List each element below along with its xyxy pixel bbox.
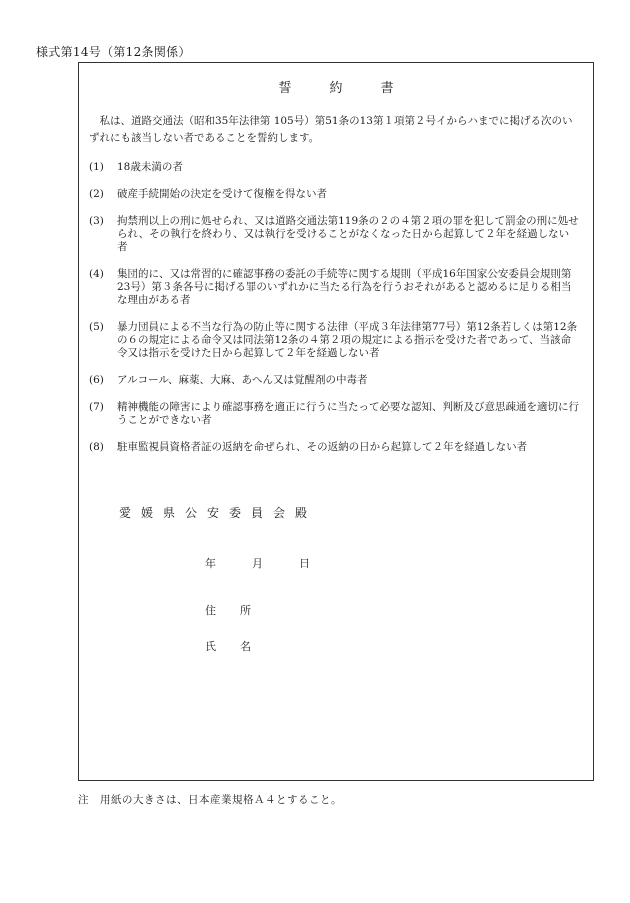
form-number-label: 様式第14号（第12条関係） [36, 45, 191, 59]
item-number: (7) [89, 401, 104, 413]
item-text: 破産手続開始の決定を受けて復権を得ない者 [117, 188, 327, 200]
document-title: 誓約書 [278, 81, 432, 96]
list-item [89, 441, 579, 454]
date-month-label: 月 [252, 557, 263, 570]
date-year-label: 年 [205, 557, 216, 570]
item-number: (4) [89, 268, 104, 280]
item-number: (2) [89, 188, 104, 200]
item-text: 精神機能の障害により確認事務を適正に行うに当たって必要な認知、判断及び意思疎通を適切に行うことができない者 [117, 401, 579, 426]
addressee: 愛媛県公安委員会殿 [119, 506, 318, 520]
item-text: 18歳未満の者 [117, 161, 183, 173]
address-label: 住所 [205, 604, 275, 617]
date-day-label: 日 [299, 557, 310, 570]
list-item [89, 268, 579, 307]
list-item [89, 215, 579, 254]
item-text: 駐車監視員資格者証の返納を命ぜられ、その返納の日から起算して２年を経過しない者 [117, 441, 528, 453]
pledge-form-frame [78, 62, 594, 781]
item-number: (5) [89, 321, 104, 333]
item-number: (8) [89, 441, 104, 453]
condition-list [89, 161, 579, 468]
date-row [205, 555, 310, 571]
list-item [89, 188, 579, 201]
list-item [89, 321, 579, 360]
footnote: 注 用紙の大きさは、日本産業規格Ａ４とすること。 [78, 794, 342, 806]
item-text: アルコール、麻薬、大麻、あへん又は覚醒剤の中毒者 [117, 374, 368, 386]
item-text: 拘禁刑以上の刑に処せられ、又は道路交通法第119条の２の４第２項の罪を犯して罰金の刑に処せられ、その執行を終わり、又は執行を受けることがなくなった日から起算して２年を経過しない者 [117, 215, 579, 253]
list-item [89, 161, 579, 174]
item-number: (3) [89, 215, 104, 227]
item-text: 集団的に、又は常習的に確認事務の委託の手続等に関する規則（平成16年国家公安委員会規則第23号）第３条各号に掲げる罪のいずれかに当たる行為を行うおそれがあると認めるに足りる相当な理由がある者 [117, 268, 572, 306]
item-number: (6) [89, 374, 104, 386]
list-item [89, 401, 579, 427]
list-item [89, 374, 579, 387]
item-text: 暴力団員による不当な行為の防止等に関する法律（平成３年法律第77号）第12条若しくは第12条の６の規定による命令又は同法第12条の４第２項の規定による指示を受けた者であって、当該命令又は指示を受けた日から起算して２年を経過しない者 [117, 321, 578, 359]
item-number: (1) [89, 161, 104, 173]
name-label: 氏名 [205, 640, 275, 653]
intro-paragraph: 私は、道路交通法（昭和35年法律第 105号）第51条の13第１項第２号イからハまでに掲げる次のいずれにも該当しない者であることを誓約します。 [89, 115, 573, 144]
